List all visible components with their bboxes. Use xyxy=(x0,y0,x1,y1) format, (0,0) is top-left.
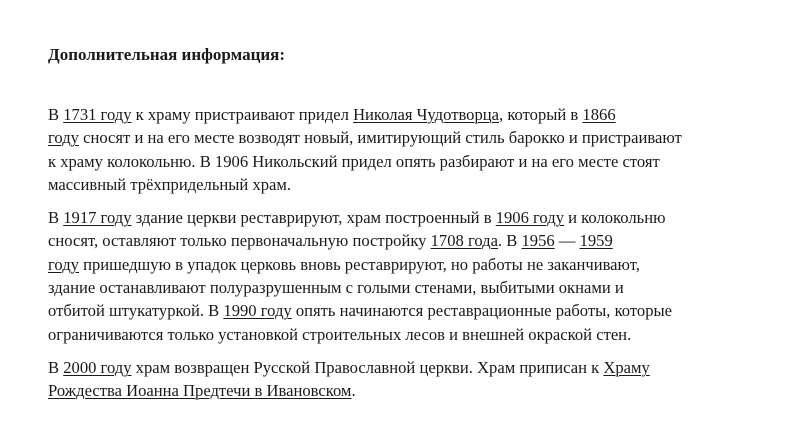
link-nikolay-chudotvorets[interactable]: Николая Чудотворца xyxy=(353,105,500,124)
text-run: , который в xyxy=(499,105,583,124)
text-line xyxy=(48,299,776,322)
paragraph-3 xyxy=(48,356,776,403)
text-run: отбитой штукатуркой. В xyxy=(48,301,224,321)
text-run: сносят, оставляют только первоначальную постройку xyxy=(48,231,431,251)
text-run: В xyxy=(48,208,64,228)
document-body xyxy=(48,103,776,413)
paragraph-1 xyxy=(48,103,776,196)
link-1917-year[interactable]: 1917 году xyxy=(63,208,132,228)
text-run: к храму пристраивают придел xyxy=(131,105,354,124)
link-1731-year[interactable]: 1731 году xyxy=(63,105,132,124)
link-ioann-church-continued[interactable]: Рождества Иоанна Предтечи в Ивановском xyxy=(48,381,352,401)
text-run: В xyxy=(48,357,64,377)
link-1866-year-continued[interactable]: году xyxy=(48,128,79,148)
link-1959[interactable]: 1959 xyxy=(579,231,613,251)
text-line xyxy=(48,126,776,149)
text-line xyxy=(48,229,776,252)
link-1959-year-continued[interactable]: году xyxy=(48,254,79,274)
text-run: . xyxy=(351,381,356,401)
paragraph-2 xyxy=(48,206,776,346)
link-1956[interactable]: 1956 xyxy=(521,231,555,251)
text-line: ограничиваются только установкой строительных лесов и внешней окраской стен. xyxy=(48,324,632,344)
text-run: сносят и на его месте возводят новый, имитирующий стиль барокко и пристраивают xyxy=(78,128,682,148)
text-run: В xyxy=(48,105,64,124)
text-run: здание церкви реставрируют, храм построенный в xyxy=(131,208,496,228)
link-ioann-church[interactable]: Храму xyxy=(603,357,650,377)
text-line: к храму колокольню. В 1906 Никольский придел опять разбирают и на его месте стоят xyxy=(48,151,660,171)
link-1906-year[interactable]: 1906 году xyxy=(495,208,564,228)
link-1990-year[interactable]: 1990 году xyxy=(223,301,292,321)
section-heading: Дополнительная информация: xyxy=(48,45,286,64)
link-2000-year[interactable]: 2000 году xyxy=(63,357,132,377)
text-run: пришедшую в упадок церковь вновь реставрируют, но работы не заканчивают, xyxy=(78,254,640,274)
link-1708-year[interactable]: 1708 года xyxy=(430,231,498,251)
text-line xyxy=(48,253,776,276)
text-run: храм возвращен Русской Православной церкви. Храм приписан к xyxy=(131,357,604,377)
link-1866-year[interactable]: 1866 xyxy=(582,105,616,124)
text-line xyxy=(48,206,776,229)
text-run: и колокольню xyxy=(564,208,666,228)
text-line xyxy=(48,379,776,402)
text-line: массивный трёхпридельный храм. xyxy=(48,174,292,194)
dash: — xyxy=(554,231,580,251)
text-line: здание останавливают полуразрушенным с голыми стенами, выбитыми окнами и xyxy=(48,278,624,298)
text-line xyxy=(48,356,776,379)
text-run: . В xyxy=(497,231,522,251)
text-run: опять начинаются реставрационные работы, которые xyxy=(291,301,673,321)
text-line xyxy=(48,103,776,126)
